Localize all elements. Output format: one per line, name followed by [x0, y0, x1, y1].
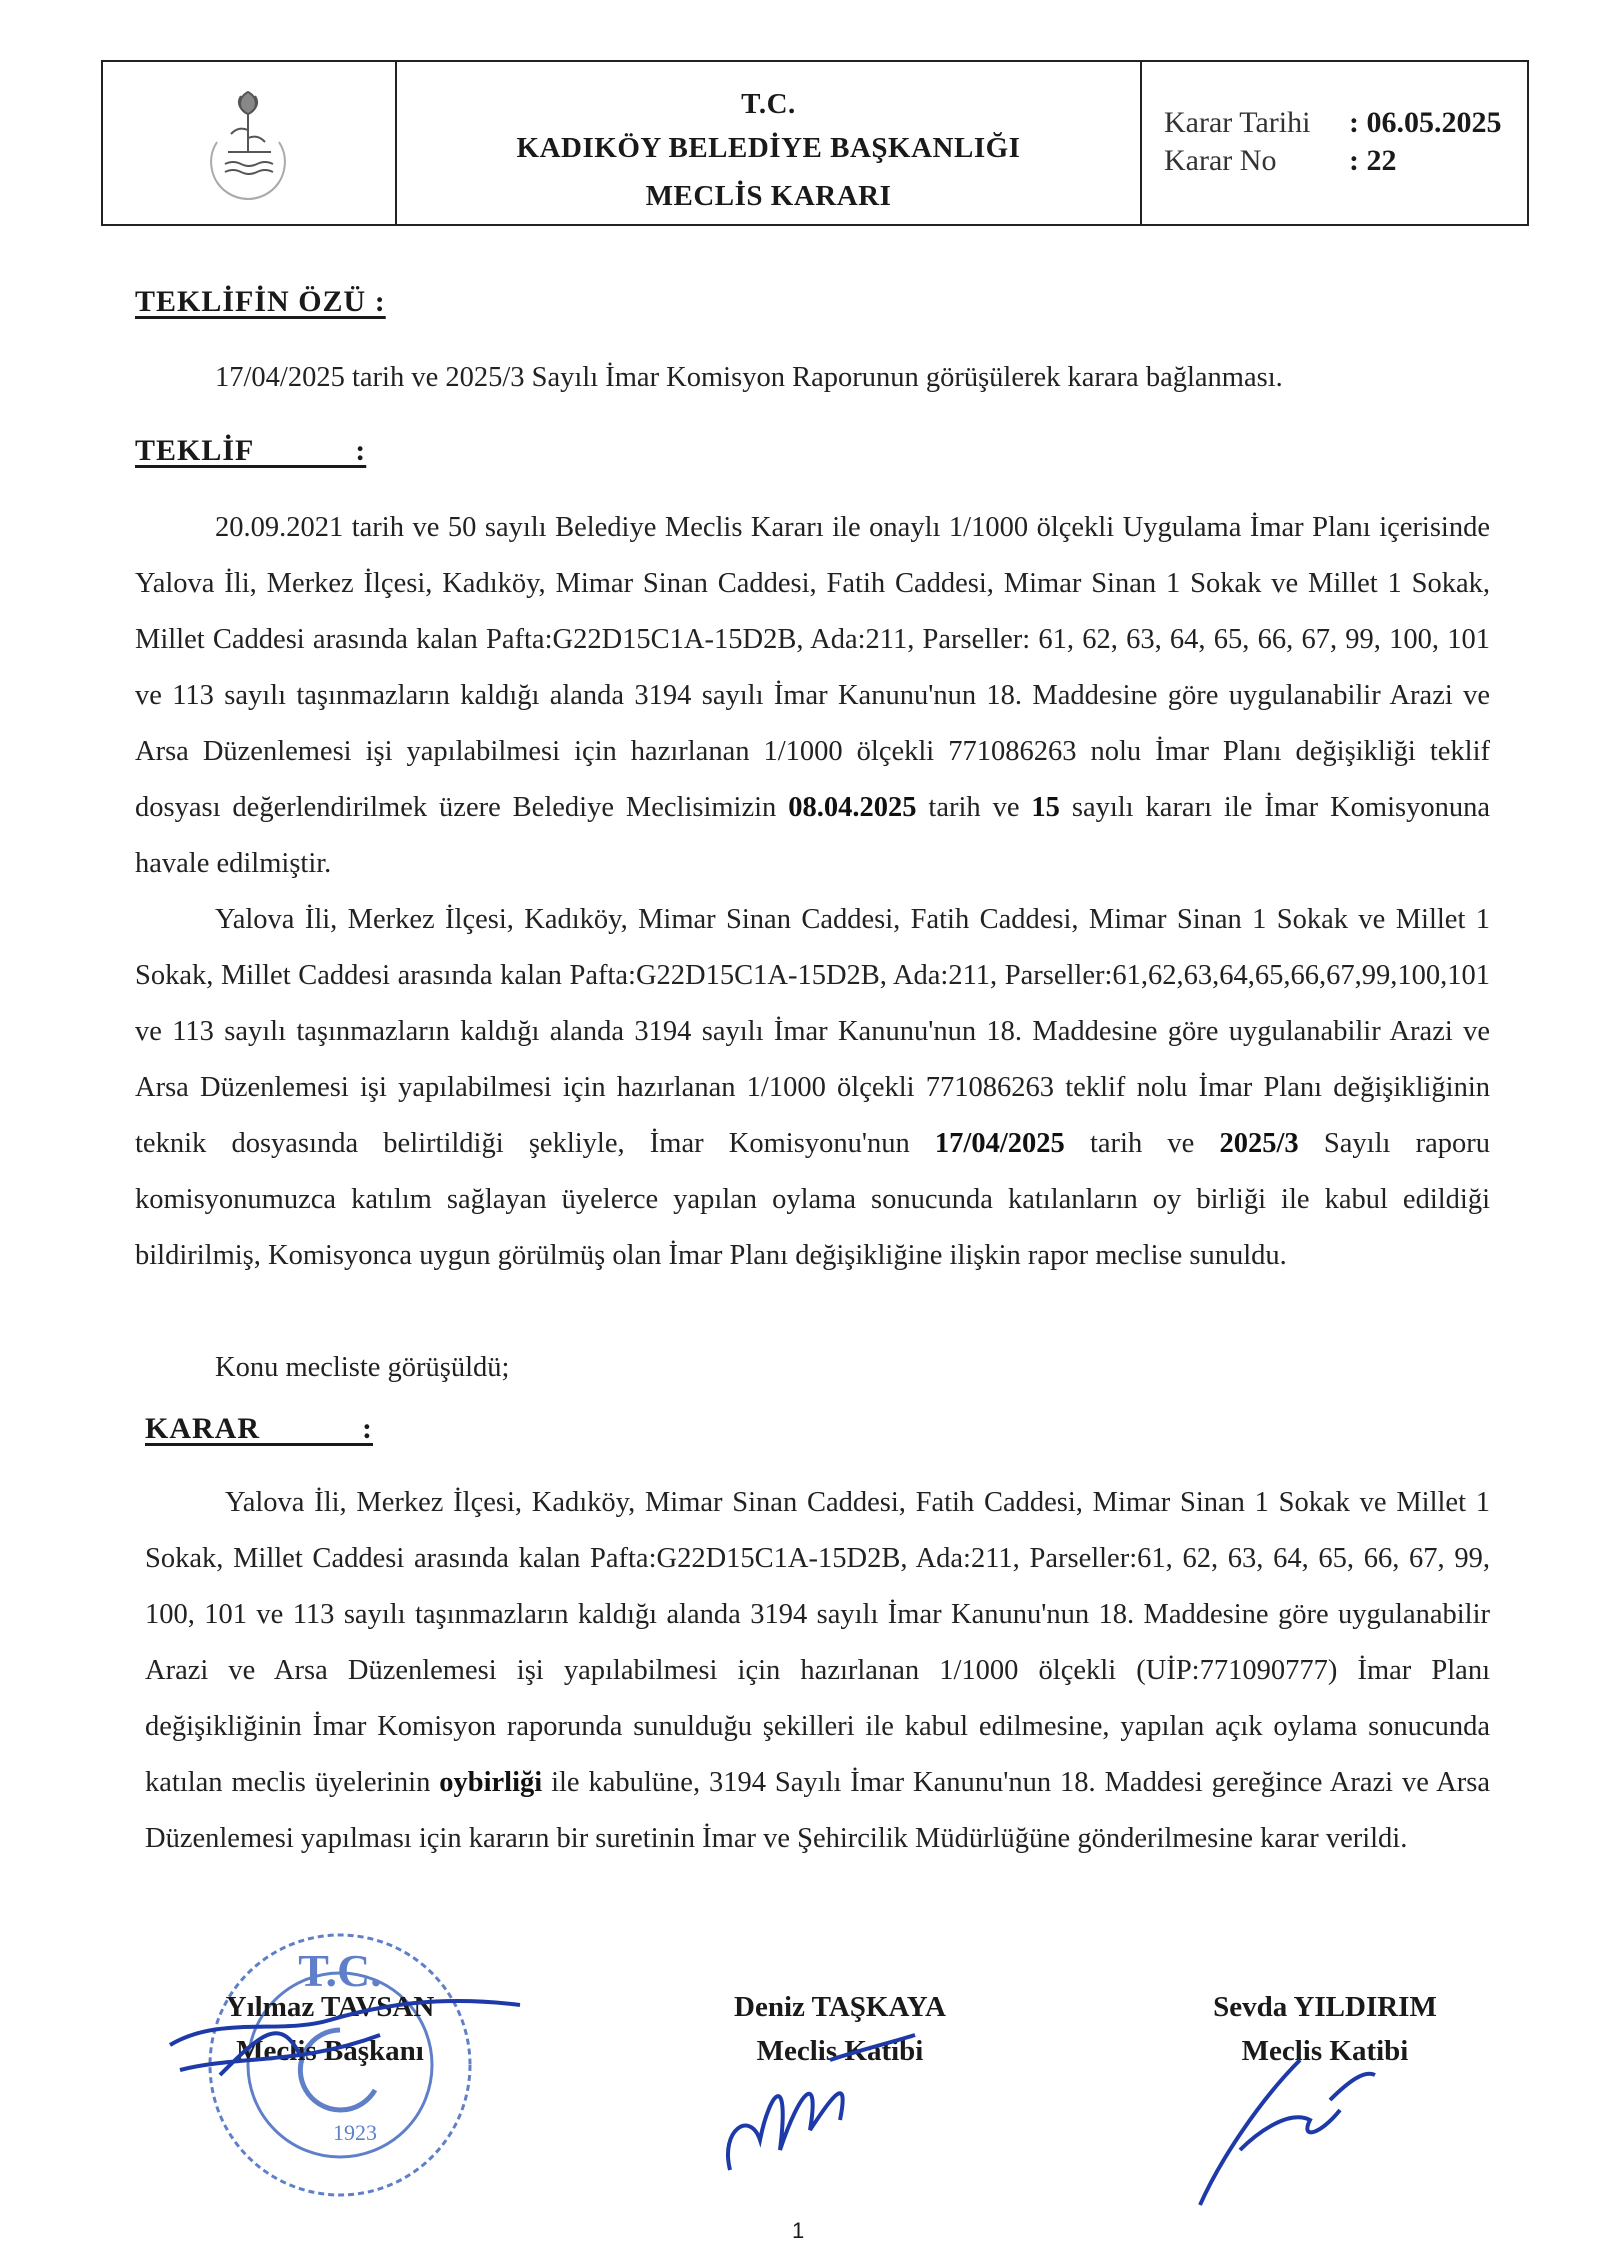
signature-scribble-chair: [160, 1975, 540, 2095]
teklif-p1-number: 15: [1031, 792, 1060, 823]
teklif-p2-text-3: Sayılı raporu komisyonumuzca katılım sağlayan üyelerce yapılan oylama sonucunda katılanların oy birliği ile kabul edildiği bildirilmiş, Komisyonca uygun görülmüş olan İmar Planı değişikliğine ilişkin rapor meclise sunuldu.: [135, 1128, 1490, 1271]
karar-unanimous: oybirliği: [439, 1767, 543, 1798]
signer-role-2: Meclis Katibi: [756, 2035, 924, 2067]
signer-name-1: Yılmaz TAVSAN: [225, 1991, 435, 2023]
ozu-text: 17/04/2025 tarih ve 2025/3 Sayılı İmar Komisyon Raporunun görüşülerek karara bağlanması.: [215, 362, 1283, 393]
karar-text-2: ile kabulüne, 3194 Sayılı İmar Kanunu'nun 18. Maddesi gereğince Arazi ve Arsa Düzenlemesi yapılması için kararın bir suretinin İmar ve Şehircilik Müdürlüğüne gönderilmesine karar verildi.: [145, 1767, 1490, 1854]
teklif-paragraph-3: Konu mecliste görüşüldü;: [215, 1352, 510, 1383]
header-line-municipality: KADIKÖY BELEDİYE BAŞKANLIĞI: [516, 132, 1021, 164]
document-header: [101, 60, 1529, 226]
header-line-tc: T.C.: [741, 88, 796, 120]
ozu-heading: TEKLİFİN ÖZÜ :: [135, 285, 386, 318]
signer-role-3: Meclis Katibi: [1241, 2035, 1409, 2067]
teklif-p2-date: 17/04/2025: [934, 1128, 1065, 1159]
teklif-p1-text-3: sayılı kararı ile İmar Komisyonuna havale edilmiştir.: [135, 792, 1490, 879]
decision-date-value: : 06.05.2025: [1349, 106, 1502, 139]
teklif-p2-text-2: tarih ve: [1064, 1128, 1220, 1159]
signer-role-1: Meclis Başkanı: [236, 2035, 424, 2067]
signature-scribble-clerk-2: [1180, 2040, 1380, 2210]
decision-no-label: Karar No: [1164, 144, 1277, 177]
header-title: [397, 62, 1142, 224]
signature-scribble-clerk-1: [700, 2030, 920, 2180]
tulip-logo-icon: [193, 82, 303, 202]
svg-text:1923: 1923: [333, 2120, 377, 2145]
teklif-heading: TEKLİF :: [135, 434, 367, 467]
municipality-logo: [103, 62, 397, 224]
karar-heading: KARAR :: [145, 1412, 373, 1445]
teklif-p2-number: 2025/3: [1219, 1128, 1299, 1159]
karar-text: Yalova İli, Merkez İlçesi, Kadıköy, Mimar Sinan Caddesi, Fatih Caddesi, Mimar Sinan 1 Sokak ve Millet 1 Sokak, Millet Caddesi arasında kalan Pafta:G22D15C1A-15D2B, Ada:211, Parseller:61, 62, 63, 64, 65, 66, 67, 99, 100, 101 ve 113 sayılı taşınmazların kaldığı alanda 3194 sayılı İmar Kanunu'nun 18. Maddesine göre uygulanabilir Arazi ve Arsa Düzenlemesi işi yapılabilmesi için hazırlanan 1/1000 ölçekli (UİP:771090777) İmar Planı değişikliğinin İmar Komisyon raporunda sunulduğu şekilleri ile kabul edilmesine, yapılan açık oylama sonucunda katılan meclis üyelerinin: [145, 1487, 1490, 1798]
teklif-paragraph-1: [135, 500, 1490, 892]
decision-no-value: : 22: [1349, 144, 1397, 177]
signer-name-2: Deniz TAŞKAYA: [734, 1991, 946, 2023]
decision-meta: [1142, 62, 1527, 224]
seal-text: T.C.: [298, 1945, 382, 1996]
decision-date-label: Karar Tarihi: [1164, 106, 1311, 139]
teklif-p1-text-2: tarih ve: [916, 792, 1032, 823]
teklif-p1-text: 20.09.2021 tarih ve 50 sayılı Belediye Meclis Kararı ile onaylı 1/1000 ölçekli Uygulama İmar Planı içerisinde Yalova İli, Merkez İlçesi, Kadıköy, Mimar Sinan Caddesi, Fatih Caddesi, Mimar Sinan 1 Sokak ve Millet 1 Sokak, Millet Caddesi arasında kalan Pafta:G22D15C1A-15D2B, Ada:211, Parseller: 61, 62, 63, 64, 65, 66, 67, 99, 100, 101 ve 113 sayılı taşınmazların kaldığı alanda 3194 sayılı İmar Kanunu'nun 18. Maddesine göre uygulanabilir Arazi ve Arsa Düzenlemesi işi yapılabilmesi için hazırlanan 1/1000 ölçekli 771086263 nolu İmar Planı değişikliği teklif dosyası değerlendirilmek üzere Belediye Meclisimizin: [135, 512, 1490, 823]
karar-paragraph: [145, 1475, 1490, 1867]
teklif-p1-date: 08.04.2025: [788, 792, 917, 823]
teklif-paragraph-2: [135, 892, 1490, 1284]
page-number: 1: [792, 2218, 805, 2243]
signer-name-3: Sevda YILDIRIM: [1213, 1991, 1437, 2023]
header-line-decision: MECLİS KARARI: [645, 180, 892, 212]
teklif-p2-text: Yalova İli, Merkez İlçesi, Kadıköy, Mimar Sinan Caddesi, Fatih Caddesi, Mimar Sinan 1 Sokak ve Millet 1 Sokak, Millet Caddesi arasında kalan Pafta:G22D15C1A-15D2B, Ada:211, Parseller:61,62,63,64,65,66,67,99,100,101 ve 113 sayılı taşınmazların kaldığı alanda 3194 sayılı İmar Kanunu'nun 18. Maddesine göre uygulanabilir Arazi ve Arsa Düzenlemesi işi yapılabilmesi için hazırlanan 1/1000 ölçekli 771086263 teklif nolu İmar Planı değişikliğinin teknik dosyasında belirtildiği şekliyle, İmar Komisyonu'nun: [135, 904, 1490, 1159]
